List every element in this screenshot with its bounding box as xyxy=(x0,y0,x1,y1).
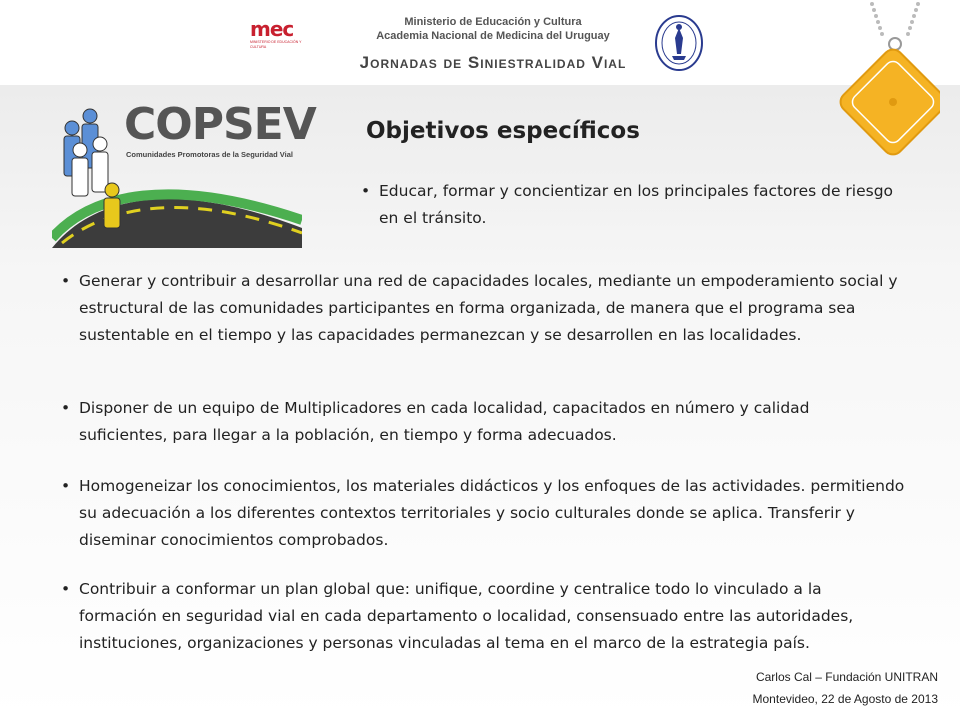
copsev-subtitle: Comunidades Promotoras de la Seguridad Vial xyxy=(126,150,293,159)
event-title: Jornadas de Siniestralidad Vial xyxy=(359,53,627,72)
mec-logo xyxy=(250,18,310,68)
slide-title: Objetivos específicos xyxy=(366,118,640,144)
bullet-dot: • xyxy=(61,580,71,598)
bullet-text: Disponer de un equipo de Multiplicadores en cada localidad, capacitados en número y calidad suficientes, para llegar a la población, en tiempo y forma adecuados. xyxy=(79,399,810,444)
copsev-logo xyxy=(52,98,316,248)
bullet-text: Generar y contribuir a desarrollar una red de capacidades locales, mediante un empoderamiento social y estructural de las comunidades participantes en forma organizada, de manera que el programa sea sustentable en el tiempo y las capacidades permanezcan y se desarrollen en las localidades. xyxy=(79,272,898,344)
bullet-dot: • xyxy=(361,182,371,200)
bullet-item xyxy=(61,473,919,554)
bullet-item xyxy=(61,268,949,349)
bullet-text: Contribuir a conformar un plan global que: unifique, coordine y centralice todo lo vinculado a la formación en seguridad vial en cada departamento o localidad, consensuado entre las autoridades, instituciones, organizaciones y personas vinculadas al tema en el marco de la estrategia país. xyxy=(79,580,854,652)
academy-name: Academia Nacional de Medicina del Uruguay xyxy=(376,30,610,42)
footer-author: Carlos Cal – Fundación UNITRAN xyxy=(755,670,938,684)
academia-seal-icon xyxy=(654,14,704,72)
mec-logo-subtext: MINISTERIO DE EDUCACIÓN Y CULTURA xyxy=(250,40,302,49)
ministry-name: Ministerio de Educación y Cultura xyxy=(404,16,582,28)
bullet-item xyxy=(61,576,899,657)
bullet-dot: • xyxy=(61,477,71,495)
mec-logo-text: mec xyxy=(250,17,294,41)
bullet-dot: • xyxy=(61,272,71,290)
bullet-item xyxy=(61,395,899,449)
bullet-dot: • xyxy=(61,399,71,417)
header-text xyxy=(348,15,638,73)
bullet-text: Educar, formar y concientizar en los principales factores de riesgo en el tránsito. xyxy=(379,182,894,227)
road-safety-keychain-icon xyxy=(820,0,940,160)
footer-place-date: Montevideo, 22 de Agosto de 2013 xyxy=(752,692,938,706)
bullet-item xyxy=(361,178,899,232)
bullet-text: Homogeneizar los conocimientos, los materiales didácticos y los enfoques de las actividades. permitiendo su adecuación a los diferentes contextos territoriales y socio culturales donde se aplica. Transferir y diseminar conocimientos comprobados. xyxy=(79,477,905,549)
footer xyxy=(753,666,938,710)
copsev-title: COPSEV xyxy=(124,99,316,150)
